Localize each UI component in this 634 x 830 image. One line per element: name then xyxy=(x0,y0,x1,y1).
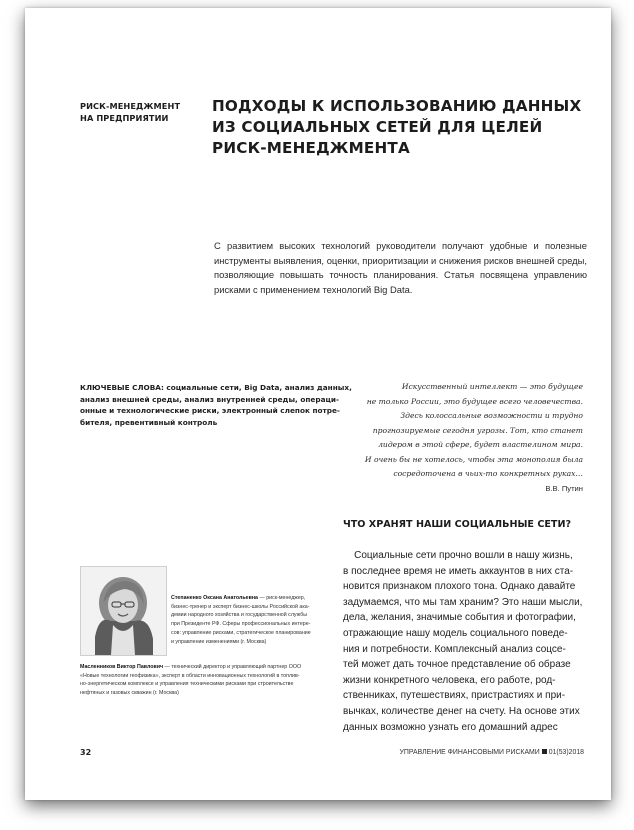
epigraph-line: Искусственный интеллект — это будущее xyxy=(401,382,583,391)
epigraph-author: В.В. Путин xyxy=(545,483,583,493)
body-line: задумаемся, что мы там храним? Это наши мысли, xyxy=(343,596,583,608)
bio-text: — технический директор и управляющий партнер ООО xyxy=(163,664,302,670)
author-name: Масленников Виктор Павлович xyxy=(80,664,164,670)
keywords-line: бителя, превентивный контроль xyxy=(80,417,218,427)
bio-line: демии народного хозяйства и государственной службы xyxy=(171,612,308,619)
body-line: данных возможно узнать его домашний адрес xyxy=(343,721,558,733)
body-line: дела, желания, значимые события и фотографии, xyxy=(343,612,576,624)
section-label-line: РИСК-МЕНЕДЖМЕНТ xyxy=(80,101,181,111)
epigraph-line: прогнозируемые сегодня угрозы. Тот, кто станет xyxy=(372,425,583,435)
section-label xyxy=(80,100,180,124)
title-line: РИСК-МЕНЕДЖМЕНТА xyxy=(212,139,410,157)
bio-line xyxy=(80,663,340,672)
bio-line: бизнес-тренер и эксперт бизнес-школы Российской ака- xyxy=(171,603,310,610)
title-line: ПОДХОДЫ К ИСПОЛЬЗОВАНИЮ ДАННЫХ xyxy=(212,97,582,115)
body-line: тей может дать точное представление об образе xyxy=(343,659,571,671)
author-name: Степаненко Оксана Анатольевна xyxy=(171,595,258,601)
keywords-block xyxy=(80,382,352,428)
page-number: 32 xyxy=(80,748,92,757)
bio-line: и управление изменениями (г. Москва) xyxy=(171,638,267,645)
bio-line: нефтяных и газовых скважин (г. Москва) xyxy=(80,690,179,697)
epigraph-line: сосредоточена в чьих-то конкретных руках… xyxy=(393,469,583,478)
journal-name: УПРАВЛЕНИЕ ФИНАНСОВЫМИ РИСКАМИ xyxy=(399,749,540,756)
keywords-line: КЛЮЧЕВЫЕ СЛОВА: социальные сети, Big Data, анализ данных, xyxy=(80,383,352,392)
magazine-page xyxy=(25,8,611,800)
journal-footer xyxy=(400,749,584,756)
epigraph-line: не только России, это будущее всего человечества. xyxy=(366,396,583,406)
body-line: отражающие нашу модель социального поведе- xyxy=(343,627,568,639)
article-title xyxy=(212,96,592,159)
body-line: жизни конкретного человека, его работе, род- xyxy=(343,674,556,686)
keywords-line: онные и технологические риски, электронный слепок потре- xyxy=(80,406,340,416)
body-line: Социальные сети прочно вошли в нашу жизнь, xyxy=(343,550,573,561)
section-label-line: НА ПРЕДПРИЯТИИ xyxy=(80,113,169,123)
bio-line: но-энергетическом комплексе и управления техническими рисками при строительстве xyxy=(80,681,294,688)
body-line: в последнее время не иметь аккаунтов в них ста- xyxy=(343,565,574,577)
body-line: ния и потребности. Комплексный анализ соцсе- xyxy=(343,643,566,655)
keywords-line: анализ внешней среды, анализ внутренней среды, операци- xyxy=(80,394,340,404)
bio-line: сов: управление рисками, стратегическое планирование xyxy=(171,629,311,636)
bio-text: — риск-менеджер, xyxy=(258,595,306,601)
bio-line: «Новые технологии геофизика», эксперт в области инновационных технологий в топлив- xyxy=(80,672,300,679)
body-line: новится признаком плохого тона. Однако давайте xyxy=(343,581,576,593)
epigraph xyxy=(325,380,583,496)
body-line: вычках, количестве денег на счету. На основе этих xyxy=(343,705,580,717)
body-line: ственниках, путешествиях, пристрастиях и при- xyxy=(343,690,566,702)
article-body xyxy=(343,548,591,735)
journal-issue: 01(53)2018 xyxy=(548,749,584,756)
lead-paragraph: С развитием высоких технологий руководители получают удобные и полезные инструменты выявления, оценки, приоритизации и снижения рисков внешней среды, позволяющие повышать точность планирования. Статья посвящена управлению рисками с применением технологий Big Data. xyxy=(214,240,587,295)
bio-line: при Президенте РФ. Сферы профессиональных интере- xyxy=(171,621,311,628)
epigraph-line: Здесь колоссальные возможности и трудно xyxy=(400,411,583,420)
epigraph-line: лидером в этой сфере, будет властелином мира. xyxy=(378,440,583,449)
epigraph-line: И очень бы не хотелось, чтобы эта монополия была xyxy=(364,454,583,464)
author-bio-1 xyxy=(171,594,343,646)
title-line: ИЗ СОЦИАЛЬНЫХ СЕТЕЙ ДЛЯ ЦЕЛЕЙ xyxy=(212,118,543,136)
bio-line xyxy=(171,594,343,603)
author-photo xyxy=(80,566,167,656)
section-subheading: ЧТО ХРАНЯТ НАШИ СОЦИАЛЬНЫЕ СЕТИ? xyxy=(343,519,572,530)
square-separator-icon xyxy=(542,749,547,754)
author-bio-2 xyxy=(80,663,340,698)
